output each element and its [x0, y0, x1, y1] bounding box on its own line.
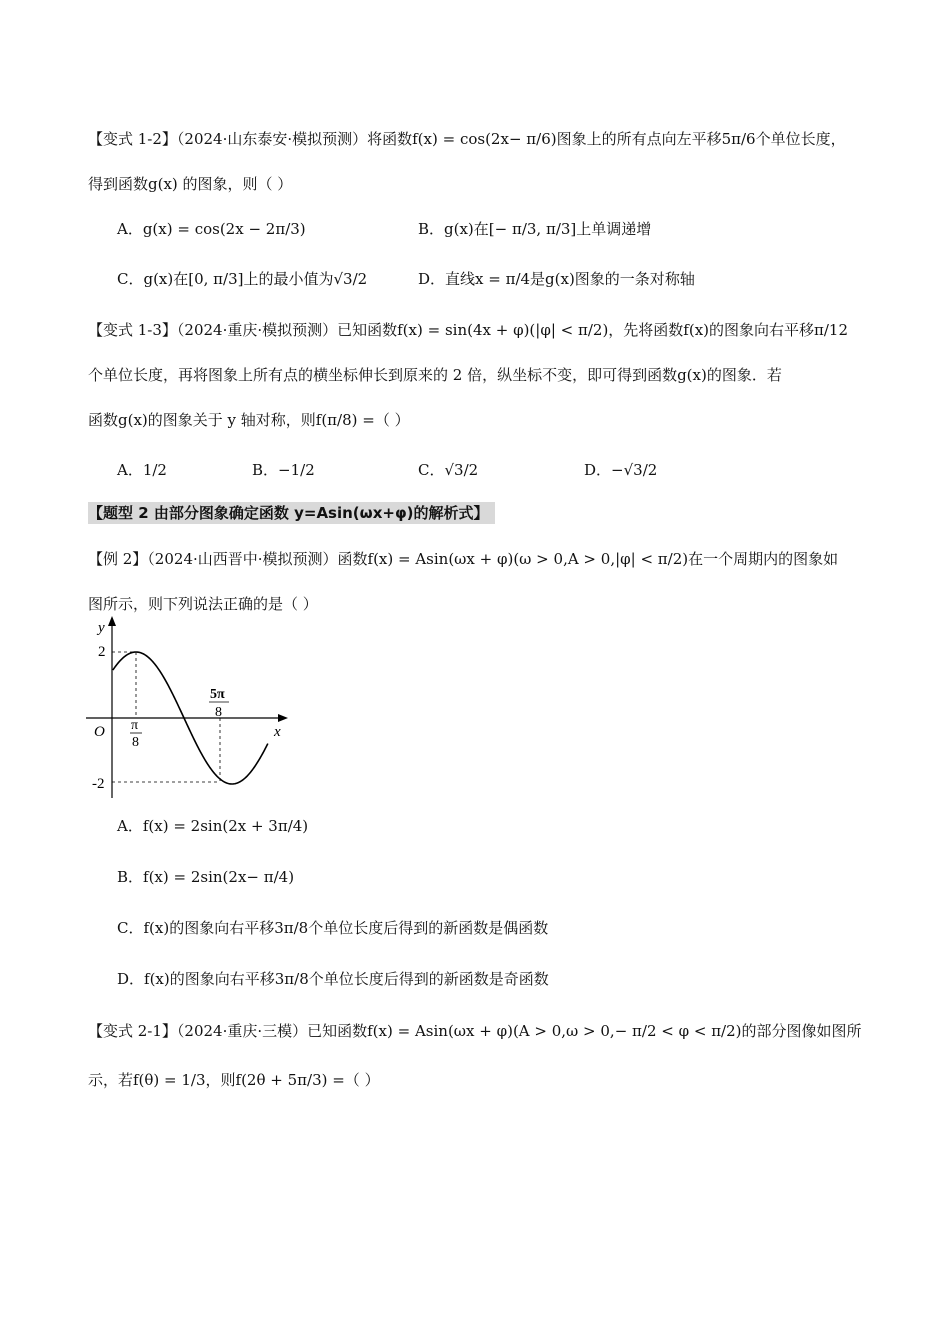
variant-1-2-stem-line2: 得到函数g(x) 的图象，则（ ） [88, 175, 293, 193]
example-2-option-c: C．f(x)的图象向右平移3π/8个单位长度后得到的新函数是偶函数 [117, 919, 549, 937]
variant-1-3-option-c: C．√3/2 [418, 461, 479, 479]
y-axis-label: y [98, 620, 105, 636]
variant-1-2-option-c: C．g(x)在[0, π/3]上的最小值为√3/2 [117, 270, 368, 288]
example-2-option-b: B．f(x) = 2sin(2x− π/4) [117, 868, 295, 886]
tick-pi-over-8-numerator: π [131, 718, 139, 733]
x-axis-label: x [274, 724, 281, 740]
variant-2-1-stem-line1: 【变式 2-1】（2024·重庆·三模）已知函数f(x) = Asin(ωx + φ)(A > 0,ω > 0,− π/2 < φ < π/2)的部分图像如图所 [88, 1022, 862, 1040]
origin-label: O [94, 724, 105, 740]
variant-2-1-stem-line2: 示，若f(θ) = 1/3，则f(2θ + 5π/3) =（ ） [88, 1071, 380, 1089]
y-axis-arrow-icon [108, 616, 116, 626]
variant-1-3-option-d: D．−√3/2 [584, 461, 658, 479]
sine-graph-figure [86, 612, 296, 802]
variant-1-2-stem-line1: 【变式 1-2】（2024·山东泰安·模拟预测）将函数f(x) = cos(2x− π/6)图象上的所有点向左平移5π/6个单位长度， [88, 130, 846, 148]
variant-1-3-option-b: B．−1/2 [252, 461, 315, 479]
x-axis-arrow-icon [278, 714, 288, 722]
variant-1-3-option-a: A．1/2 [117, 461, 167, 479]
section-heading-type-2: 【题型 2 由部分图象确定函数 y=Asin(ωx+φ)的解析式】 [88, 502, 495, 524]
variant-1-2-option-a: A．g(x) = cos(2x − 2π/3) [117, 220, 306, 238]
tick-5pi-over-8-denominator: 8 [215, 705, 222, 720]
variant-1-3-stem-line1: 【变式 1-3】（2024·重庆·模拟预测）已知函数f(x) = sin(4x + φ)(|φ| < π/2)，先将函数f(x)的图象向右平移π/12 [88, 321, 849, 339]
example-2-option-a: A．f(x) = 2sin(2x + 3π/4) [117, 817, 309, 835]
tick-5pi-over-8-numerator: 5π [210, 687, 225, 702]
variant-1-2-option-b: B．g(x)在[− π/3, π/3]上单调递增 [418, 220, 652, 238]
tick-pi-over-8-denominator: 8 [132, 735, 139, 750]
variant-1-3-stem-line2: 个单位长度，再将图象上所有点的横坐标伸长到原来的 2 倍，纵坐标不变，即可得到函数g(x)的图象．若 [88, 366, 782, 384]
variant-1-3-stem-line3: 函数g(x)的图象关于 y 轴对称，则f(π/8) =（ ） [88, 411, 410, 429]
example-2-stem-line2: 图所示，则下列说法正确的是（ ） [88, 595, 318, 613]
example-2-option-d: D．f(x)的图象向右平移3π/8个单位长度后得到的新函数是奇函数 [117, 970, 549, 988]
example-2-stem-line1: 【例 2】（2024·山西晋中·模拟预测）函数f(x) = Asin(ωx + φ)(ω > 0,A > 0,|φ| < π/2)在一个周期内的图象如 [88, 550, 839, 568]
min-value-label: -2 [92, 776, 105, 792]
variant-1-2-option-d: D．直线x = π/4是g(x)图象的一条对称轴 [418, 270, 695, 288]
max-value-label: 2 [98, 644, 106, 660]
